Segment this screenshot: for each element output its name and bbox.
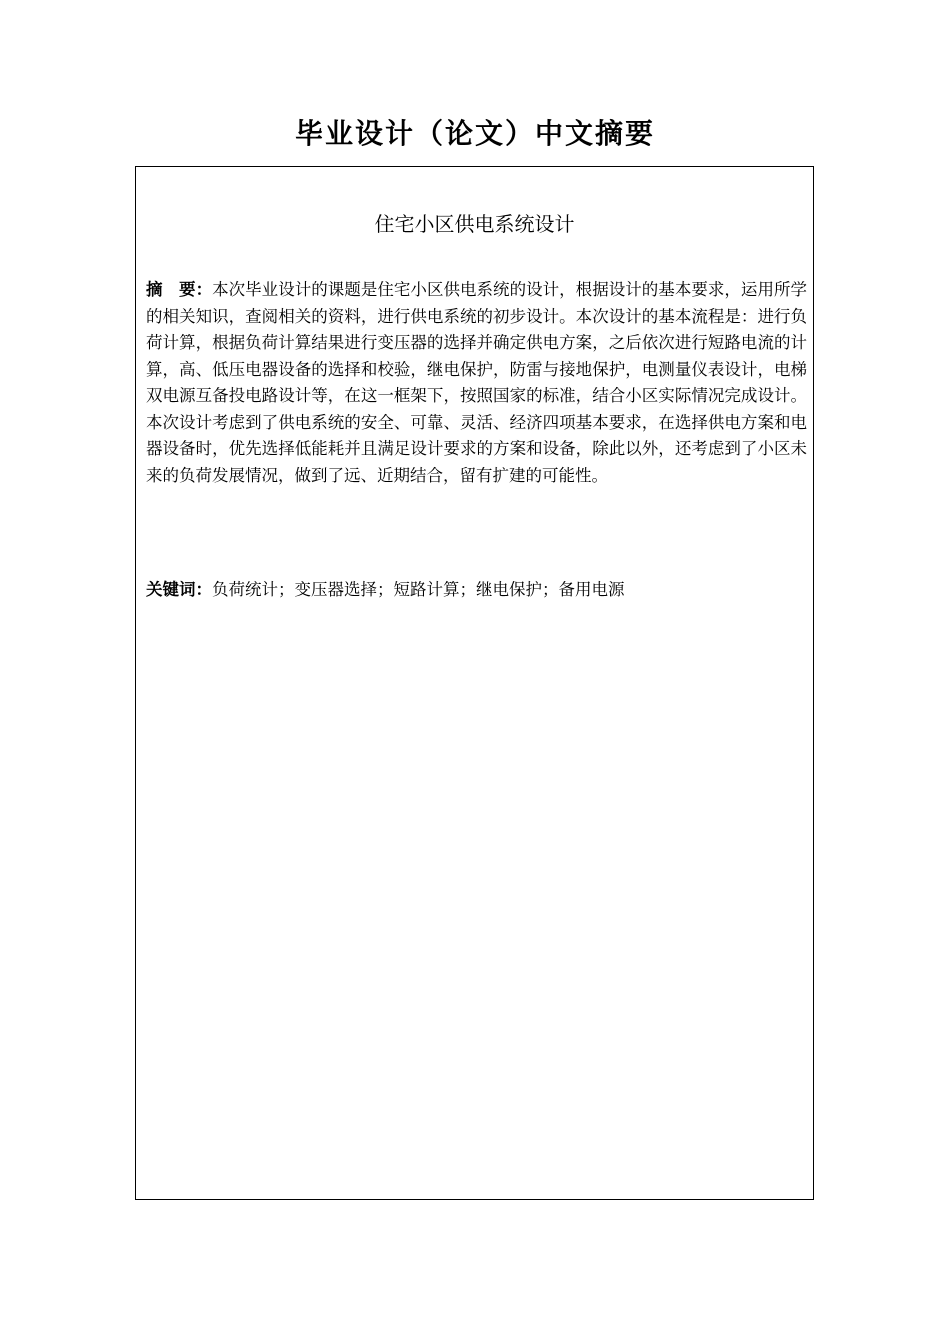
abstract-paragraph [146,277,807,489]
keywords-label: 关键词： [146,580,212,599]
thesis-title: 住宅小区供电系统设计 [374,212,575,236]
page-title: 毕业设计（论文）中文摘要 [294,117,655,150]
keywords-text: 负荷统计；变压器选择；短路计算；继电保护；备用电源 [212,580,625,599]
keywords-line [146,577,807,604]
abstract-text: 本次毕业设计的课题是住宅小区供电系统的设计，根据设计的基本要求，运用所学的相关知识，查阅相关的资料，进行供电系统的初步设计。本次设计的基本流程是：进行负荷计算，根据负荷计算结果进行变压器的选择并确定供电方案，之后依次进行短路电流的计算，高、低压电器设备的选择和校验，继电保护，防雷与接地保护，电测量仪表设计，电梯双电源互备投电路设计等，在这一框架下，按照国家的标准，结合小区实际情况完成设计。本次设计考虑到了供电系统的安全、可靠、灵活、经济四项基本要求，在选择供电方案和电器设备时，优先选择低能耗并且满足设计要求的方案和设备，除此以外，还考虑到了小区未来的负荷发展情况，做到了远、近期结合，留有扩建的可能性。 [146,280,808,485]
abstract-label: 摘 要： [146,280,213,299]
abstract-frame [135,166,814,1200]
